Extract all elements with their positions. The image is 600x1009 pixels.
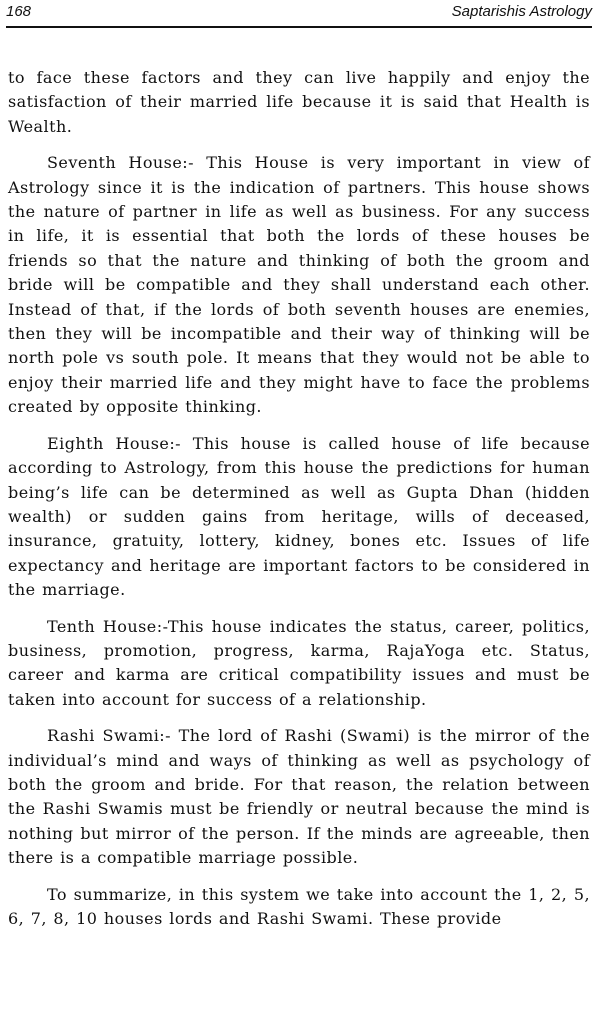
paragraph-summary: To summarize, in this system we take into account the 1, 2, 5, 6, 7, 8, 10 houses lords and Rashi Swami. These provide bbox=[8, 884, 590, 928]
body-text bbox=[8, 66, 590, 943]
running-header bbox=[6, 0, 592, 28]
paragraph-continuation: to face these factors and they can live happily and enjoy the satisfaction of their married life because it is said that Health is Wealth. bbox=[8, 68, 590, 136]
paragraph-tenth-house: Tenth House:-This house indicates the status, career, politics, business, promotion, progress, karma, RajaYoga etc. Status, career and karma are critical compatibility issues and must be taken into account for success of a relationship. bbox=[8, 616, 590, 709]
paragraph-eighth-house: Eighth House:- This house is called house of life because according to Astrology, from this house the predictions for human being’s life can be determined as well as Gupta Dhan (hidden wealth) or sudden gains from heritage, wills of deceased, insurance, gratuity, lottery, kidney, bones etc. Issues of life expectancy and heritage are important factors to be considered in the marriage. bbox=[8, 433, 590, 600]
running-title: Saptarishis Astrology bbox=[451, 3, 592, 20]
paragraph-rashi-swami: Rashi Swami:- The lord of Rashi (Swami) is the mirror of the individual’s mind and ways of thinking as well as psychology of both the groom and bride. For that reason, the relation between the Rashi Swamis must be friendly or neutral because the mind is nothing but mirror of the person. If the minds are agreeable, then there is a compatible marriage possible. bbox=[8, 726, 590, 868]
page-number: 168 bbox=[6, 3, 32, 20]
paragraph-seventh-house: Seventh House:- This House is very important in view of Astrology since it is the indication of partners. This house shows the nature of partner in life as well as business. For any success in life, it is essential that both the lords of these houses be friends so that the nature and thinking of both the groom and bride will be compatible and they shall understand each other. Instead of that, if the lords of both seventh houses are enemies, then they will be incompatible and their way of thinking will be north pole vs south pole. It means that they would not be able to enjoy their married life and they might have to face the problems created by opposite thinking. bbox=[8, 153, 590, 417]
